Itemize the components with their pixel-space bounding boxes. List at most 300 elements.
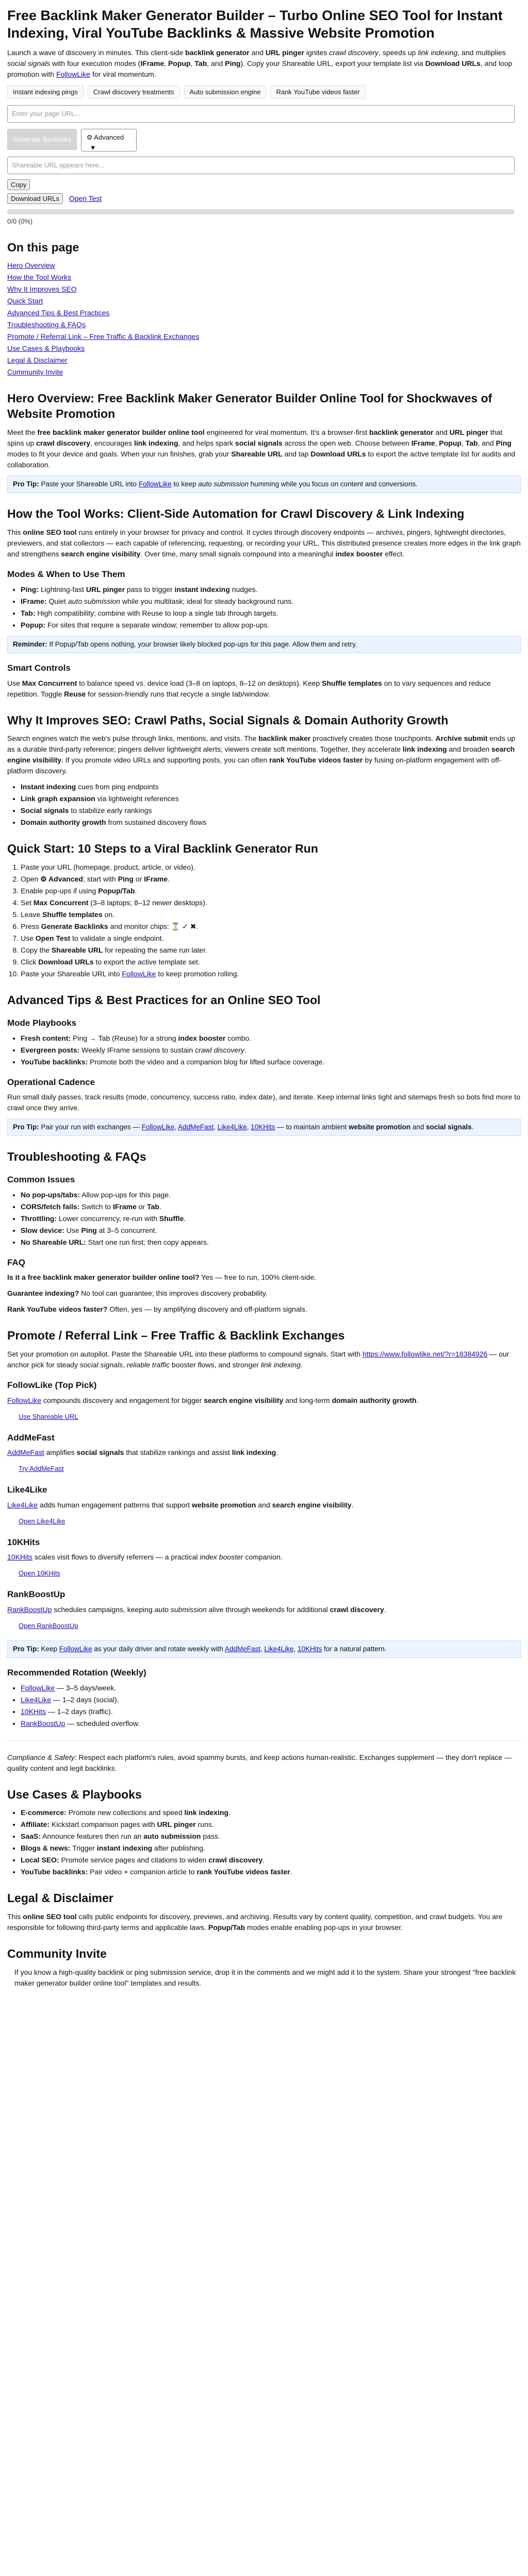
inline-link[interactable]: Like4Like — [7, 1500, 38, 1509]
text: and — [410, 1123, 426, 1131]
smart-paragraph — [7, 678, 521, 700]
text: , and helps spark — [178, 439, 236, 448]
copy-row — [7, 179, 521, 190]
text: , — [435, 439, 439, 448]
toc-item — [7, 272, 521, 283]
inline-link[interactable]: FollowLike — [21, 1683, 55, 1692]
emphasis: search engine visibility — [272, 1500, 352, 1509]
text: , — [293, 1645, 298, 1653]
inline-link[interactable]: FollowLike — [122, 970, 156, 978]
text: Trigger — [70, 1844, 97, 1853]
toc-item — [7, 308, 521, 318]
text: ). Copy your Shareable URL, export your template list via — [240, 59, 425, 67]
emphasis: Guarantee indexing? — [7, 1289, 79, 1298]
rotation-heading: Recommended Rotation (Weekly) — [7, 1668, 146, 1678]
emphasis: rank YouTube videos faster — [196, 1868, 290, 1876]
emphasis: Domain authority growth — [21, 818, 106, 827]
emphasis: social signals — [235, 439, 283, 448]
text: to keep — [171, 480, 199, 488]
quickstart-steps — [7, 862, 521, 979]
emphasis: E-commerce: — [21, 1808, 67, 1817]
toc-link[interactable]: Quick Start — [7, 297, 43, 306]
cadence-paragraph — [7, 1092, 521, 1113]
list-item — [21, 1057, 521, 1067]
list-item — [21, 945, 521, 956]
emphasis: Link graph expansion — [21, 794, 95, 803]
emphasis: Open Test — [35, 934, 71, 943]
inline-link[interactable]: 10KHits — [298, 1645, 322, 1653]
inline-link[interactable]: Like4Like — [217, 1123, 247, 1131]
text: nudges. — [229, 585, 258, 594]
quickstart-heading: Quick Start: 10 Steps to a Viral Backlink Generator Run — [7, 842, 318, 856]
text: . — [228, 1808, 230, 1817]
usecases-list — [7, 1807, 521, 1877]
list-item — [21, 1201, 521, 1212]
toc-link[interactable]: Why It Improves SEO — [7, 285, 77, 294]
text: for repeating the same run later. — [103, 946, 207, 955]
list-item — [21, 921, 521, 932]
emphasis: Reuse — [64, 689, 86, 698]
text: companion. — [243, 1553, 283, 1562]
list-item — [21, 1694, 521, 1705]
emphasis: link indexing — [134, 439, 178, 448]
emphasis: Affiliate: — [21, 1820, 50, 1829]
emphasis: Ping — [496, 439, 512, 448]
text: Press — [21, 922, 41, 931]
text: and — [433, 428, 450, 437]
inline-link[interactable]: 10KHits — [7, 1553, 33, 1562]
text: Often, yes — by amplifying discovery and off-platform signals. — [107, 1305, 307, 1314]
emphasis: URL pinger — [157, 1820, 196, 1829]
text: scales visit flows to diversify referrers — a practical — [32, 1553, 200, 1562]
text: Run small daily passes, track results (mode, concurrency, success ratio, index date), and iterate. Keep internal links tight and sitemaps fresh so bots find more to crawl once they arrive. — [7, 1093, 520, 1112]
inline-link[interactable]: FollowLike — [56, 70, 91, 78]
toc-link[interactable]: Community Invite — [7, 368, 63, 377]
list-item — [21, 1225, 521, 1236]
text: , — [213, 1123, 218, 1131]
text: humming while you focus on content and conversions. — [249, 480, 418, 488]
card-body — [7, 1395, 521, 1406]
toc-item — [7, 260, 521, 271]
emphasis: crawl discovery — [195, 1045, 244, 1054]
text: runs entirely in your browser for privacy and control. It cycles through discovery endpoints — archives, pingers, lightweight directories, previewers, and stat collectors — each capable of referencing, requesting, or recording your URL. This distributed presence creates more edges in the link graph and strengthens — [7, 528, 521, 558]
card-cta-link[interactable]: Open RankBoostUp — [19, 1621, 78, 1630]
text: . — [159, 1202, 161, 1211]
list-item — [21, 1033, 521, 1044]
divider — [7, 1740, 521, 1741]
text: Kickstart comparison pages with — [50, 1820, 157, 1829]
text: pass. — [201, 1832, 220, 1841]
text: — 1–2 days (social). — [51, 1695, 119, 1704]
toc-link[interactable]: Legal & Disclaimer — [7, 356, 68, 365]
inline-link[interactable]: RankBoostUp — [21, 1719, 65, 1727]
text: This — [7, 528, 23, 537]
inline-link[interactable]: AddMeFast — [7, 1448, 44, 1457]
text: If Popup/Tab opens nothing, your browser likely blocked pop-ups for this page. Allow them and retry. — [47, 640, 357, 648]
referral-card — [7, 1483, 521, 1527]
text: Paste your URL (homepage, product, article, or video). — [21, 863, 195, 872]
card-title: Like4Like — [7, 1485, 47, 1495]
feature-tab[interactable]: Auto submission engine — [184, 85, 267, 99]
emphasis: Ping — [118, 875, 134, 884]
hero-tip — [7, 476, 521, 493]
emphasis: social signals — [7, 59, 51, 67]
text: , encourages — [90, 439, 134, 448]
text: calls public endpoints for discovery, previews, and archiving. Results vary by content quality, competition, and crawl budgets. You are responsible for following third-party terms and applicable laws. — [7, 1912, 503, 1932]
emphasis: Shuffle — [159, 1214, 184, 1223]
emphasis: Shareable URL — [231, 450, 283, 459]
inline-link[interactable]: FollowLike — [7, 1396, 42, 1404]
card-title: 10KHits — [7, 1537, 40, 1547]
download-urls-button[interactable]: Download URLs — [7, 193, 63, 204]
emphasis: Shareable URL — [51, 946, 103, 955]
text: , and loop promotion with — [7, 59, 513, 78]
emphasis: Pro Tip: — [13, 480, 39, 488]
text: If you know a high-quality backlink or ping submission service, drop it in the comments and we might add it to the system. Share your strongest "free backlink maker generator builder online tool" templates and results. — [14, 1968, 516, 1988]
list-item — [21, 1855, 521, 1866]
text: Open — [21, 875, 41, 884]
download-row — [7, 193, 521, 204]
list-item — [21, 1831, 521, 1842]
list-item — [21, 1706, 521, 1717]
legal-paragraph — [7, 1911, 521, 1933]
text: , — [164, 59, 169, 67]
compliance-note — [7, 1752, 521, 1774]
text: to export the active template set. — [93, 958, 200, 967]
rotation-list — [7, 1683, 521, 1729]
text: Promote new collections and speed — [66, 1808, 185, 1817]
inline-link[interactable]: RankBoostUp — [7, 1605, 52, 1614]
troubleshooting-heading: Troubleshooting & FAQs — [7, 1150, 146, 1164]
emphasis: Archive submit — [435, 734, 488, 743]
text: on to vary sequences and reduce repetition. Toggle — [7, 679, 491, 698]
text: . If you promote video URLs and supporting posts, you can often — [61, 756, 270, 765]
emphasis: link indexing — [418, 48, 458, 57]
usecases-heading: Use Cases & Playbooks — [7, 1787, 142, 1801]
text: Paste your Shareable URL into — [39, 480, 139, 488]
intro-paragraph — [7, 47, 521, 80]
text: that stabilize rankings and assist — [124, 1448, 232, 1457]
emphasis: crawl discovery — [36, 439, 91, 448]
text: For sites that require a separate window; remember to allow pop-ups. — [45, 620, 270, 629]
text: at 3–5 concurrent. — [96, 1226, 157, 1234]
card-cta-link[interactable]: Open 10KHits — [19, 1569, 60, 1578]
list-item — [21, 793, 521, 804]
card-body — [7, 1604, 521, 1615]
emphasis: Ping — [81, 1226, 97, 1234]
feature-tab[interactable]: Rank YouTube videos faster — [271, 85, 366, 99]
page-title: Free Backlink Maker Generator Builder – Turbo Online SEO Tool for Instant Indexing, Viral YouTube Backlinks & Massive Website Promotion — [7, 8, 503, 41]
inline-link[interactable]: FollowLike — [59, 1645, 92, 1653]
inline-link[interactable]: 10KHits — [21, 1707, 46, 1716]
text: modes to fit your device and goals. When your run finishes, grab your — [7, 450, 232, 459]
toc-heading: On this page — [7, 240, 79, 254]
list-item — [21, 1718, 521, 1729]
hero-heading: Hero Overview: Free Backlink Maker Generator Builder Online Tool for Shockwaves of Website Promotion — [7, 392, 492, 421]
faq-item — [7, 1272, 521, 1283]
text: and tap — [282, 450, 311, 459]
inline-link[interactable]: 10KHits — [251, 1123, 275, 1131]
text: Promote service pages and citations to widen — [59, 1856, 209, 1865]
text: . — [384, 1605, 386, 1614]
emphasis: Popup — [168, 59, 191, 67]
text: Yes — free to run, 100% client-side. — [199, 1273, 317, 1282]
url-input[interactable]: Enter your page URL... — [7, 105, 515, 123]
inline-link[interactable]: https://www.followlike.net/?r=18384926 — [362, 1350, 488, 1359]
emphasis: SaaS: — [21, 1832, 41, 1841]
list-item — [21, 782, 521, 792]
text: This — [7, 1912, 23, 1921]
text: . — [184, 1214, 186, 1223]
text: . — [300, 1361, 303, 1369]
card-cta-link[interactable]: Try AddMeFast — [19, 1465, 64, 1473]
text: and broaden — [447, 745, 492, 754]
emphasis: ⚙ Advanced — [40, 875, 83, 884]
text: (3–8 laptops; 8–12 newer desktops). — [88, 899, 207, 907]
text: that spins up — [7, 428, 503, 448]
toc-item — [7, 319, 521, 330]
text: as your daily driver and rotate weekly with — [92, 1645, 225, 1653]
referral-card — [7, 1431, 521, 1475]
how-heading: How the Tool Works: Client-Side Automation for Crawl Discovery & Link Indexing — [7, 507, 465, 521]
shareable-url-field[interactable]: Shareable URL appears here... — [7, 157, 515, 174]
inline-link[interactable]: Like4Like — [21, 1695, 52, 1704]
emphasis: online SEO tool — [23, 528, 77, 537]
text: , and — [207, 59, 225, 67]
list-item — [21, 584, 521, 595]
text: Set your promotion on autopilot. Paste the Shareable URL into these platforms to compound signals. Start with — [7, 1350, 362, 1359]
text: Launch a wave of discovery in minutes. This client-side — [7, 48, 186, 57]
text: . — [290, 1868, 292, 1876]
toc-item — [7, 343, 521, 354]
inline-link[interactable]: AddMeFast — [224, 1645, 260, 1653]
inline-link[interactable]: FollowLike — [138, 480, 172, 488]
emphasis: YouTube backlinks: — [21, 1057, 88, 1066]
list-item — [21, 817, 521, 828]
emphasis: Ping: — [21, 585, 39, 594]
list-item — [21, 1045, 521, 1056]
text: Weekly IFrame sessions to sustain — [79, 1045, 195, 1054]
emphasis: domain authority growth — [332, 1396, 417, 1404]
why-heading: Why It Improves SEO: Crawl Paths, Social Signals & Domain Authority Growth — [7, 713, 449, 727]
emphasis: website promotion — [349, 1123, 411, 1131]
text: across the open web. Choose between — [282, 439, 411, 448]
list-item — [21, 897, 521, 908]
community-heading: Community Invite — [7, 1947, 107, 1961]
text: booster flows, and stronger — [170, 1361, 261, 1369]
text: Keep — [39, 1645, 59, 1653]
modes-list — [7, 584, 521, 631]
text: , — [246, 1123, 251, 1131]
toc-item — [7, 367, 521, 378]
text: , — [123, 1361, 127, 1369]
emphasis: social signals — [79, 1361, 123, 1369]
text: Set — [21, 899, 34, 907]
text: Meet the — [7, 428, 38, 437]
emphasis: crawl discovery — [329, 1605, 384, 1614]
text: amplifies — [44, 1448, 77, 1457]
promote-paragraph — [7, 1349, 521, 1370]
text: ignites — [304, 48, 329, 57]
text: . — [168, 875, 170, 884]
generate-backlinks-button[interactable]: Generate Backlinks — [7, 129, 77, 150]
text: ; start with — [82, 875, 118, 884]
playbooks-list — [7, 1033, 521, 1067]
playbooks-heading: Mode Playbooks — [7, 1018, 77, 1028]
emphasis: IFrame — [140, 59, 164, 67]
community-paragraph — [7, 1967, 521, 1989]
text: — scheduled overflow. — [65, 1719, 140, 1727]
text: Enable pop-ups if using — [21, 887, 98, 895]
emphasis: link indexing — [232, 1448, 276, 1457]
emphasis: Throttling: — [21, 1214, 57, 1223]
emphasis: Is it a free backlink maker generator builder online tool? — [7, 1273, 200, 1282]
why-paragraph — [7, 733, 521, 776]
text: to export the active template list for audits and collaboration. — [7, 450, 516, 469]
text: Announce features then run an — [40, 1832, 144, 1841]
emphasis: Popup/Tab — [208, 1923, 245, 1932]
issues-list — [7, 1190, 521, 1248]
emphasis: social signals — [426, 1123, 472, 1131]
text: Switch to — [79, 1202, 113, 1211]
toc-link[interactable]: Use Cases & Playbooks — [7, 344, 85, 353]
toc-link[interactable]: Troubleshooting & FAQs — [7, 320, 86, 329]
emphasis: rank YouTube videos faster — [269, 756, 363, 765]
card-cta-link[interactable]: Open Like4Like — [19, 1517, 65, 1525]
feature-tab[interactable]: Instant indexing pings — [7, 85, 84, 99]
promote-heading: Promote / Referral Link – Free Traffic & Backlink Exchanges — [7, 1329, 345, 1343]
emphasis: free backlink maker generator builder online tool — [37, 428, 205, 437]
referral-card — [7, 1588, 521, 1631]
card-title: RankBoostUp — [7, 1589, 65, 1600]
text: by fusing on-platform engagement with off-platform discovery. — [7, 756, 502, 775]
emphasis: Tab — [147, 1202, 159, 1211]
cadence-heading: Operational Cadence — [7, 1077, 95, 1087]
text: Pair video + companion article to — [88, 1868, 197, 1876]
text: to stabilize early rankings — [69, 806, 152, 815]
toc-link[interactable]: How the Tool Works — [7, 273, 71, 282]
emphasis: IFrame: — [21, 597, 47, 605]
emphasis: Social signals — [21, 806, 69, 815]
smart-heading: Smart Controls — [7, 663, 71, 673]
text: combo. — [225, 1033, 252, 1042]
card-title: AddMeFast — [7, 1432, 55, 1443]
faq-item — [7, 1288, 521, 1299]
text: Quiet — [46, 597, 68, 605]
text: . Over time, many small signals compound into a meaningful — [140, 550, 336, 558]
emphasis: backlink maker — [258, 734, 311, 743]
reminder-note — [7, 636, 521, 653]
text: while you multitask; ideal for steady background runs. — [120, 597, 294, 605]
text: with four execution modes ( — [50, 59, 141, 67]
emphasis: Download URLs — [38, 958, 94, 967]
text: — 3–5 days/week. — [55, 1683, 117, 1692]
text: proactively creates those touchpoints. — [310, 734, 436, 743]
copy-button[interactable]: Copy — [7, 179, 30, 190]
text: — to maintain ambient — [275, 1123, 349, 1131]
emphasis: auto submission — [198, 480, 249, 488]
text: , — [461, 439, 466, 448]
emphasis: link indexing — [260, 1361, 301, 1369]
emphasis: Tab — [194, 59, 207, 67]
text: Allow pop-ups for this page. — [80, 1190, 171, 1199]
text: and long-term — [283, 1396, 332, 1404]
emphasis: Instant indexing — [21, 783, 76, 791]
text: Lower concurrency, re-run with — [56, 1214, 159, 1223]
card-cta-link[interactable]: Use Shareable URL — [19, 1412, 78, 1420]
text: . — [244, 1045, 246, 1054]
feature-tab[interactable]: Crawl discovery treatments — [88, 85, 180, 99]
text: adds human engagement patterns that support — [38, 1500, 192, 1509]
emphasis: Pro Tip: — [13, 1645, 39, 1653]
toc-link[interactable]: Advanced Tips & Best Practices — [7, 309, 110, 317]
inline-link[interactable]: AddMeFast — [178, 1123, 214, 1131]
text: effect. — [383, 550, 405, 558]
emphasis: No Shareable URL: — [21, 1238, 86, 1246]
emphasis: Tab: — [21, 608, 36, 617]
text: . — [351, 1500, 354, 1509]
inline-link[interactable]: FollowLike — [141, 1123, 175, 1131]
toc-link[interactable]: Promote / Referral Link – Free Traffic & Backlink Exchanges — [7, 332, 200, 341]
toc-link[interactable]: Hero Overview — [7, 261, 55, 270]
list-item — [21, 596, 521, 607]
emphasis: Max Concurrent — [33, 899, 89, 907]
emphasis: backlink generator — [185, 48, 250, 57]
emphasis: instant indexing — [174, 585, 230, 594]
emphasis: Rank YouTube videos faster? — [7, 1305, 108, 1314]
list-item — [21, 1683, 521, 1693]
text: , — [174, 1123, 178, 1131]
list-item — [21, 1237, 521, 1248]
list-item — [21, 1190, 521, 1200]
emphasis: Blogs & news: — [21, 1844, 71, 1853]
text: runs. — [195, 1820, 214, 1829]
list-item — [21, 1843, 521, 1854]
emphasis: Download URLs — [310, 450, 366, 459]
text: or — [134, 875, 144, 884]
text: . — [471, 1123, 474, 1131]
text: modes enable enabling pop-ups in your browser. — [245, 1923, 403, 1932]
referral-card — [7, 1379, 521, 1422]
emphasis: URL pinger — [449, 428, 488, 437]
text: or — [136, 1202, 147, 1211]
emphasis: Tab — [465, 439, 478, 448]
inline-link[interactable]: Like4Like — [264, 1645, 294, 1653]
text: Use — [21, 934, 36, 943]
emphasis: crawl discovery — [329, 48, 379, 57]
emphasis: Evergreen posts: — [21, 1045, 80, 1054]
toc-item — [7, 284, 521, 295]
emphasis: Pro Tip: — [13, 1123, 39, 1131]
emphasis: IFrame — [144, 875, 168, 884]
list-item — [21, 1867, 521, 1877]
text: . — [262, 1856, 265, 1865]
promote-pro-tip — [7, 1640, 521, 1658]
text: , and — [477, 439, 496, 448]
emphasis: index booster — [178, 1033, 226, 1042]
gear-icon: ⚙ — [86, 133, 93, 141]
text: , speeds up — [378, 48, 418, 57]
open-test-link[interactable]: Open Test — [69, 194, 102, 202]
emphasis: index booster — [335, 550, 383, 558]
advanced-toggle[interactable] — [81, 129, 137, 151]
emphasis: website promotion — [192, 1500, 256, 1509]
emphasis: Fresh content: — [21, 1033, 71, 1042]
text: alive through weekends for additional — [206, 1605, 330, 1614]
emphasis: URL pinger — [86, 585, 125, 594]
list-item — [21, 1819, 521, 1830]
emphasis: URL pinger — [265, 48, 305, 57]
